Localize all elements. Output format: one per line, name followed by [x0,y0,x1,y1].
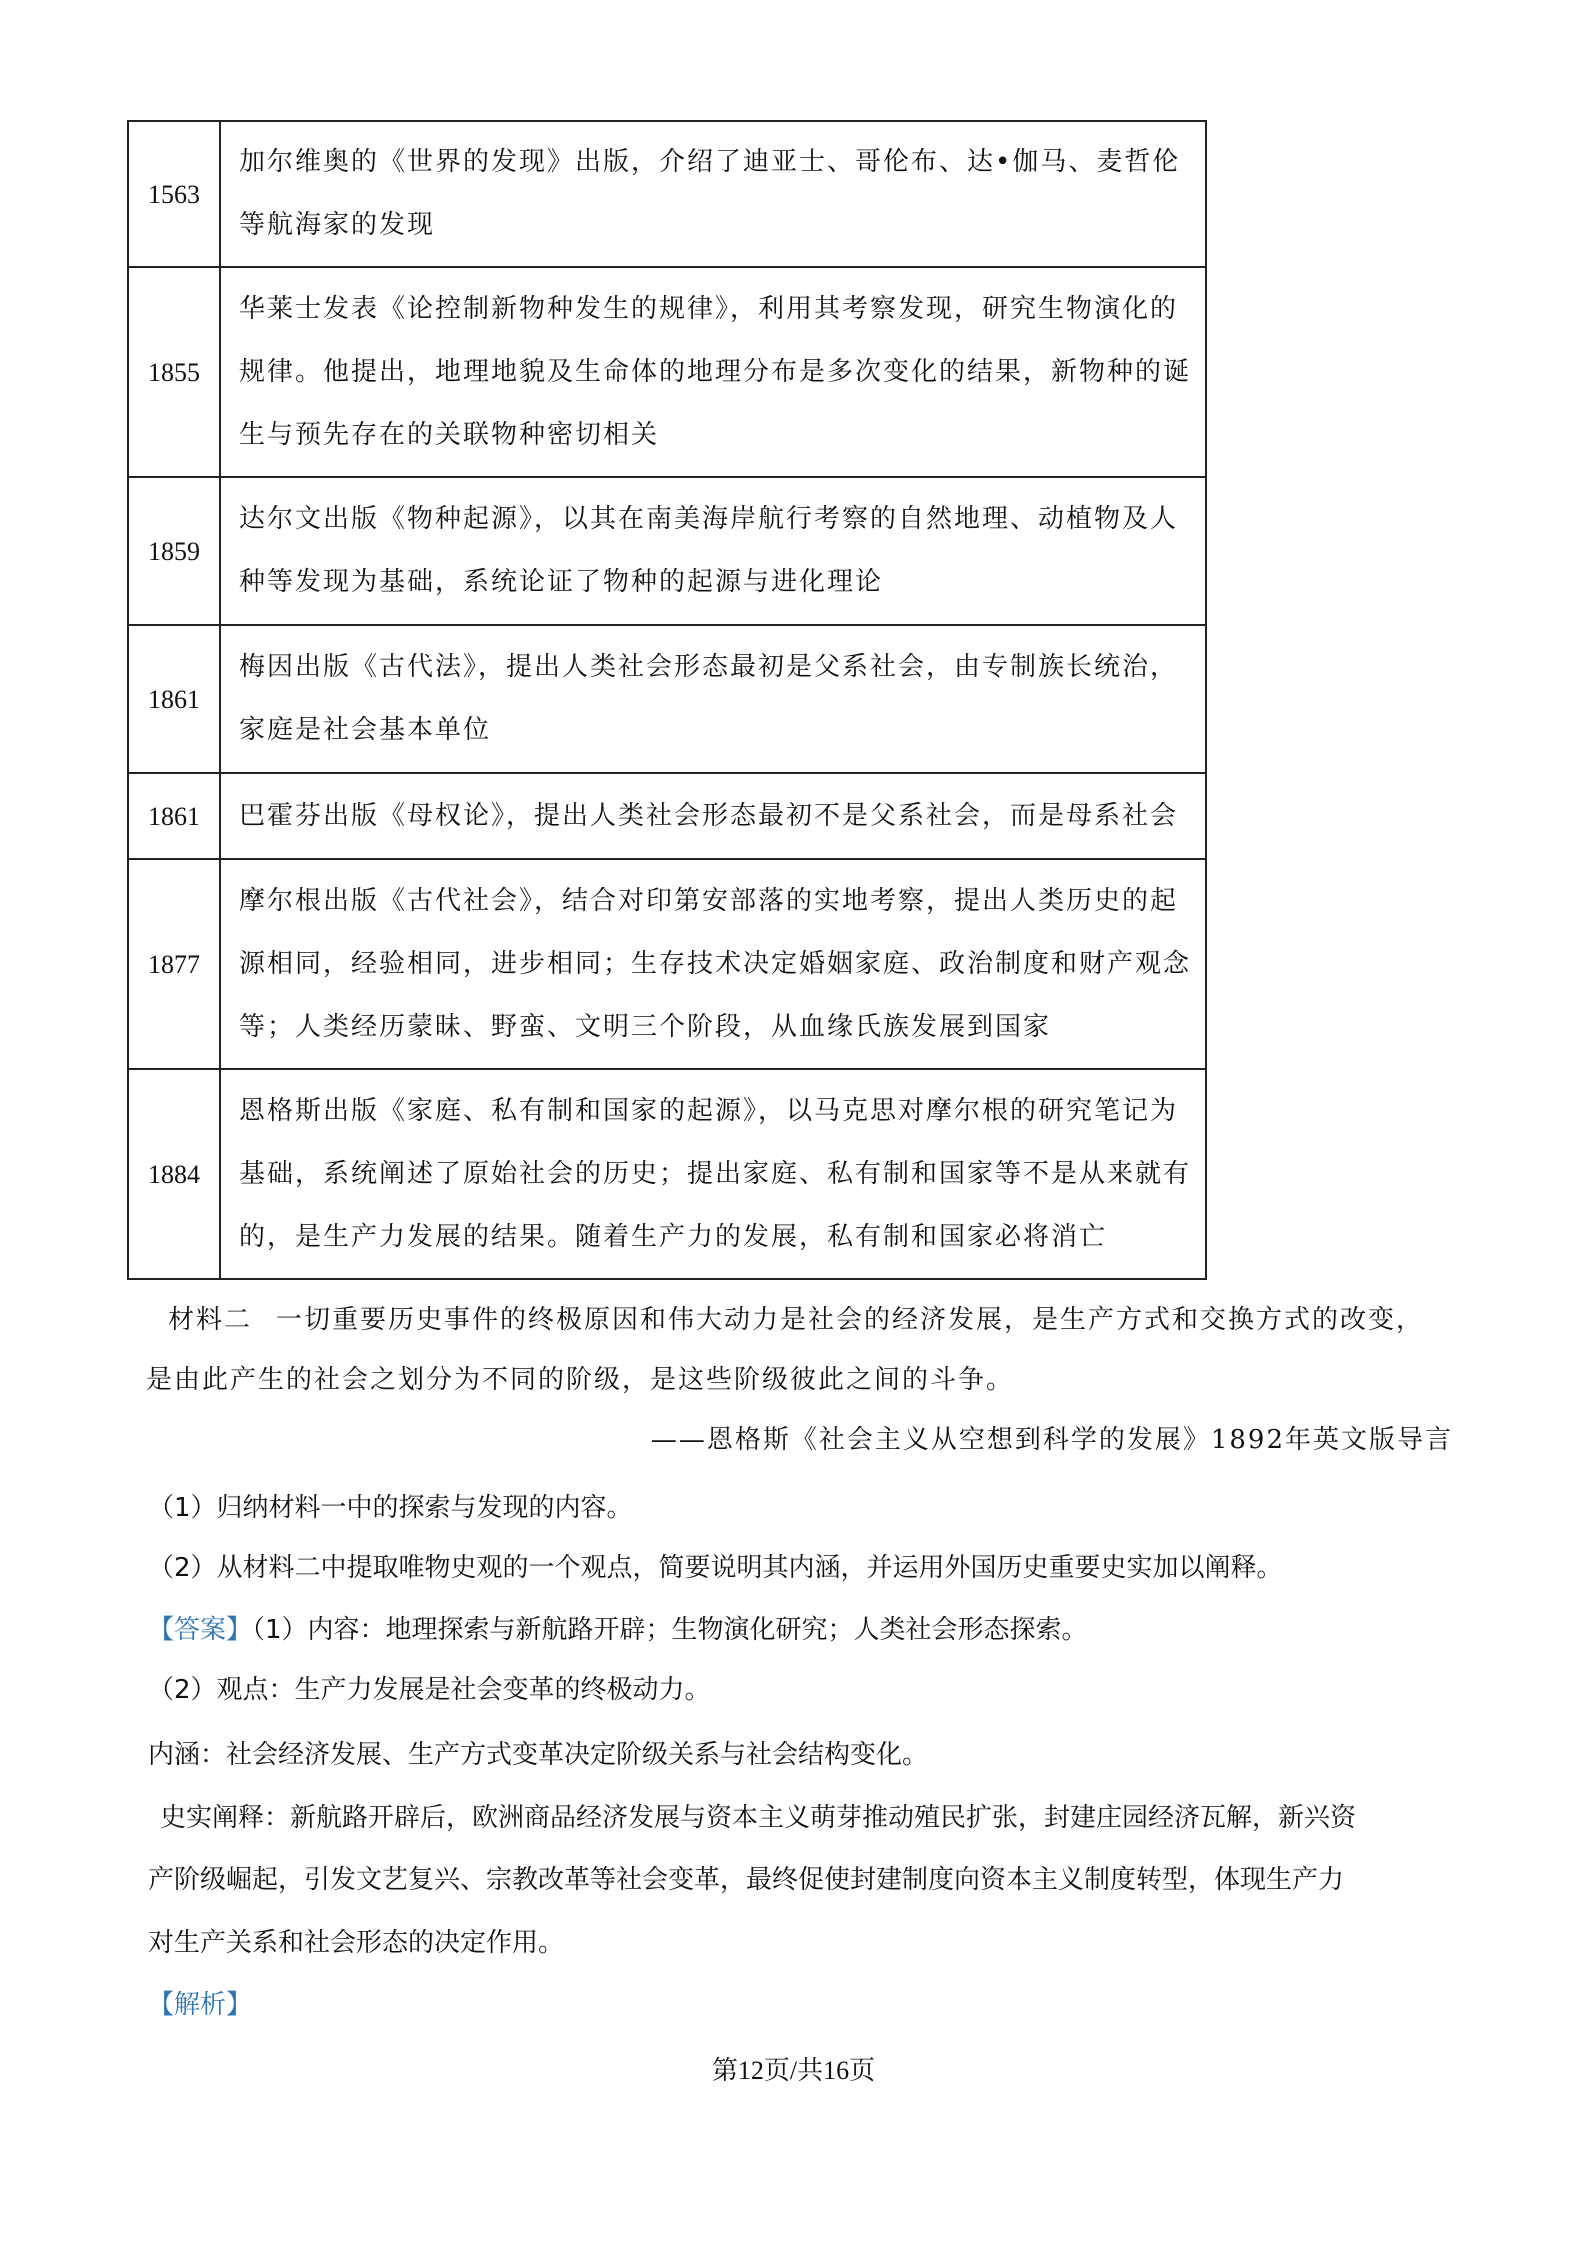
table-row [128,267,1206,477]
answer-facts: 史实阐释：新航路开辟后，欧洲商品经济发展与资本主义萌芽推动殖民扩张，封建庄园经济瓦解，新兴资 [160,1803,1357,1833]
table-row [128,1069,1206,1279]
answer-connotation: 内涵：社会经济发展、生产方式变革决定阶级关系与社会结构变化。 [148,1740,929,1770]
answer-facts: 对生产关系和社会形态的决定作用。 [148,1928,565,1958]
table-row [128,625,1206,773]
year-cell: 1855 [128,267,220,477]
event-cell: 加尔维奥的《世界的发现》出版，介绍了迪亚士、哥伦布、达•伽马、麦哲伦等航海家的发现 [220,121,1206,267]
year-cell: 1859 [128,477,220,625]
material-source: ——恩格斯《社会主义从空想到科学的发展》1892年英文版导言 [650,1425,1453,1455]
table-row [128,773,1206,859]
table-row [128,859,1206,1069]
answer-2: （2）观点：生产力发展是社会变革的终极动力。 [148,1675,711,1705]
material-text: 是由此产生的社会之划分为不同的阶级，是这些阶级彼此之间的斗争。 [146,1365,1015,1395]
material-label: 材料二 [168,1305,253,1335]
answer-label: 【答案】 [148,1615,253,1645]
answer-facts: 产阶级崛起，引发文艺复兴、宗教改革等社会变革，最终促使封建制度向资本主义制度转型，体现生产力 [148,1865,1345,1895]
answer-1 [148,1600,1448,1660]
table-row [128,477,1206,625]
event-cell: 恩格斯出版《家庭、私有制和国家的起源》，以马克思对摩尔根的研究笔记为基础，系统阐述了原始社会的历史；提出家庭、私有制和国家等不是从来就有的，是生产力发展的结果。随着生产力的发展，私有制和国家必将消亡 [220,1069,1206,1279]
year-cell: 1861 [128,773,220,859]
question-1: （1）归纳材料一中的探索与发现的内容。 [148,1493,633,1523]
answer-text: （1）内容：地理探索与新航路开辟；生物演化研究；人类社会形态探索。 [252,1615,1088,1645]
year-cell: 1563 [128,121,220,267]
material-two [148,1290,1448,1410]
analysis-label: 【解析】 [148,1990,253,2020]
event-cell: 摩尔根出版《古代社会》，结合对印第安部落的实地考察，提出人类历史的起源相同，经验相同，进步相同；生存技术决定婚姻家庭、政治制度和财产观念等；人类经历蒙昧、野蛮、文明三个阶段，从血缘氏族发展到国家 [220,859,1206,1069]
table-row [128,121,1206,267]
page-number: 第12页/共16页 [711,2056,876,2085]
year-cell: 1861 [128,625,220,773]
question-2: （2）从材料二中提取唯物史观的一个观点，简要说明其内涵，并运用外国历史重要史实加以阐释。 [148,1553,1283,1583]
year-cell: 1884 [128,1069,220,1279]
event-cell: 达尔文出版《物种起源》，以其在南美海岸航行考察的自然地理、动植物及人种等发现为基础，系统论证了物种的起源与进化理论 [220,477,1206,625]
event-cell: 梅因出版《古代法》，提出人类社会形态最初是父系社会，由专制族长统治，家庭是社会基本单位 [220,625,1206,773]
event-cell: 巴霍芬出版《母权论》，提出人类社会形态最初不是父系社会，而是母系社会 [220,773,1206,859]
timeline-table [127,120,1207,1280]
material-text: 一切重要历史事件的终极原因和伟大动力是社会的经济发展，是生产方式和交换方式的改变， [276,1305,1425,1335]
event-cell: 华莱士发表《论控制新物种发生的规律》，利用其考察发现，研究生物演化的规律。他提出，地理地貌及生命体的地理分布是多次变化的结果，新物种的诞生与预先存在的关联物种密切相关 [220,267,1206,477]
year-cell: 1877 [128,859,220,1069]
analysis-heading [148,1975,1448,2035]
